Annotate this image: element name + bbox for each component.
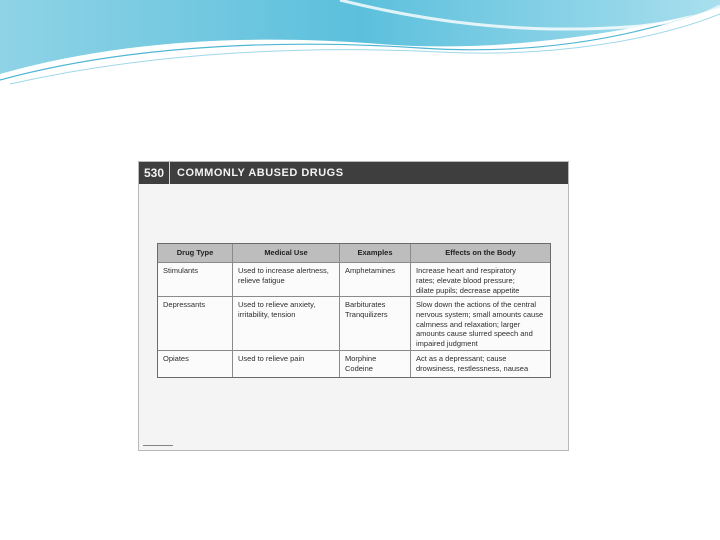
drugs-table: [157, 243, 551, 378]
column-header: Medical Use: [232, 244, 339, 262]
column-header: Examples: [339, 244, 410, 262]
drug-type-cell: Depressants: [163, 300, 206, 309]
table-row: [158, 350, 550, 377]
effects-cell: Slow down the actions of the central nervous system; small amounts cause calmness and relaxation; larger amounts cause slurred speech and impaired judgment: [410, 297, 550, 350]
effects-cell: Increase heart and respiratory rates; elevate blood pressure; dilate pupils; decrease appetite: [410, 263, 550, 296]
examples-cell: Amphetamines: [339, 263, 410, 296]
table-row: [158, 262, 550, 296]
decorative-wave-header: [0, 0, 720, 90]
scan-footnote-mark: ▬▬▬▬▬▬▬▬▬▬: [143, 443, 173, 447]
medical-use-cell: Used to increase alertness, relieve fatigue: [232, 263, 339, 296]
drug-type-cell: Opiates: [163, 354, 189, 363]
effects-cell: Act as a depressant; cause drowsiness, restlessness, nausea: [410, 351, 550, 377]
page-number: 530: [139, 162, 170, 184]
scanned-page: [138, 161, 569, 451]
page-header-banner: [139, 162, 568, 184]
page-title: COMMONLY ABUSED DRUGS: [177, 167, 344, 179]
examples-cell: Morphine Codeine: [339, 351, 410, 377]
column-header: Effects on the Body: [410, 244, 550, 262]
medical-use-cell: Used to relieve anxiety, irritability, tension: [232, 297, 339, 350]
examples-cell: Barbiturates Tranquilizers: [339, 297, 410, 350]
table-header-row: [158, 244, 550, 262]
table-row: [158, 296, 550, 350]
column-header: Drug Type: [176, 248, 214, 258]
drug-type-cell: Stimulants: [163, 266, 199, 275]
medical-use-cell: Used to relieve pain: [232, 351, 339, 377]
